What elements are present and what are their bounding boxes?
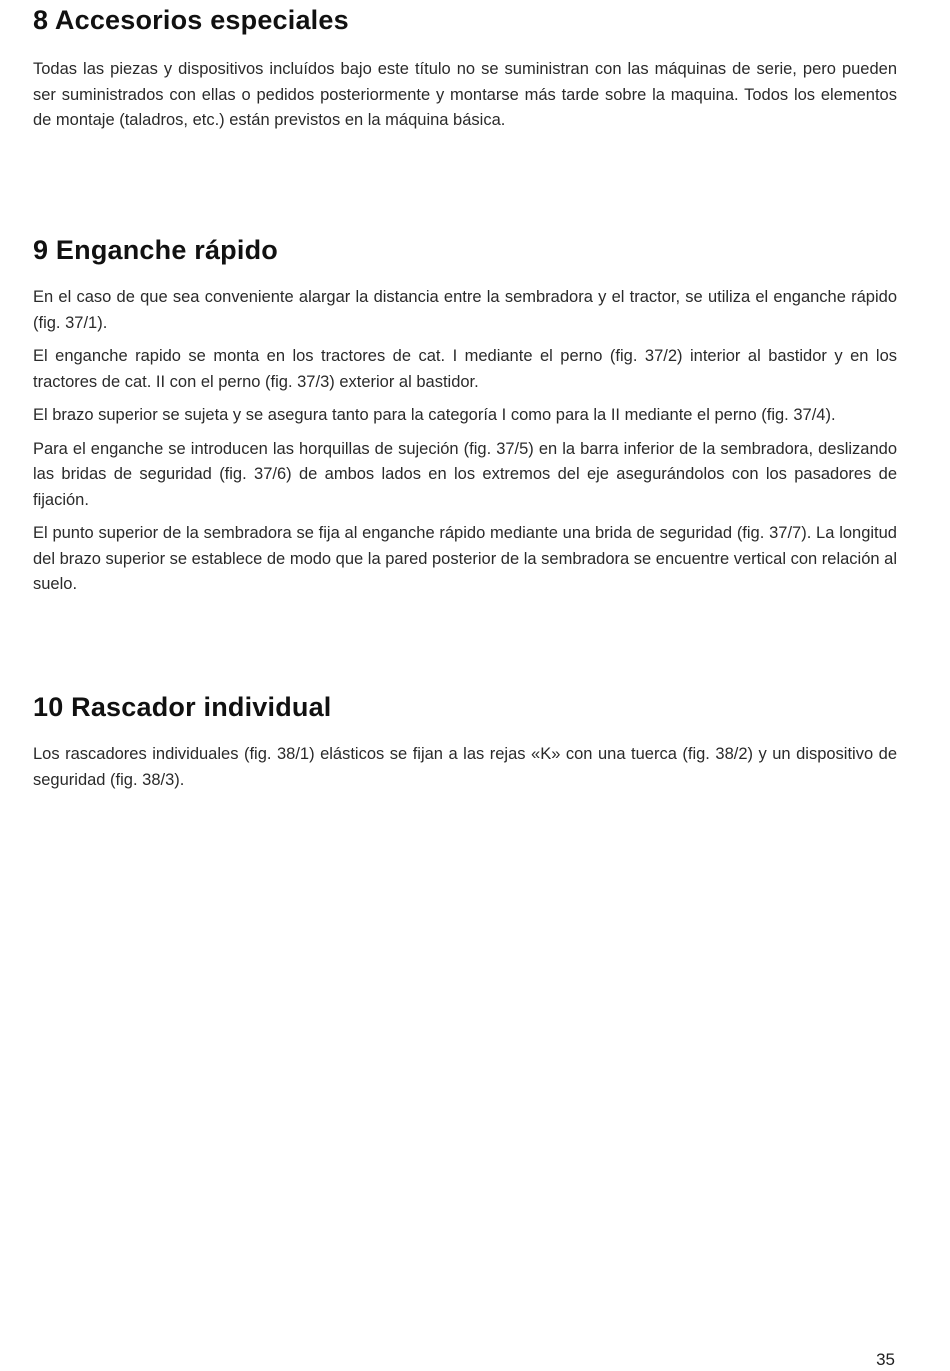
section-heading: 8 Accesorios especiales — [33, 5, 349, 35]
paragraph: Para el enganche se introducen las horquillas de sujeción (fig. 37/5) en la barra inferior de la sembradora, deslizando las bridas de seguridad (fig. 37/6) de ambos lados en los extremos del eje asegurándolos con los pasadores de fijación. — [33, 439, 897, 509]
paragraph: Los rascadores individuales (fig. 38/1) elásticos se fijan a las rejas «K» con una tuerca (fig. 38/2) y un dispositivo de seguridad (fig. 38/3). — [33, 745, 897, 789]
paragraph: En el caso de que sea conveniente alargar la distancia entre la sembradora y el tractor, se utiliza el enganche rápido (fig. 37/1). — [33, 288, 897, 332]
section-enganche-rapido — [33, 234, 897, 598]
paragraph: El punto superior de la sembradora se fija al enganche rápido mediante una brida de seguridad (fig. 37/7). La longitud del brazo superior se establece de modo que la pared posterior de la sembradora se encuentre vertical con relación al suelo. — [33, 524, 898, 593]
section-heading: 9 Enganche rápido — [33, 235, 278, 265]
paragraph: El enganche rapido se monta en los tractores de cat. I mediante el perno (fig. 37/2) interior al bastidor y en los tractores de cat. II con el perno (fig. 37/3) exterior al bastidor. — [33, 347, 897, 391]
section-heading: 10 Rascador individual — [33, 692, 332, 722]
paragraph: El brazo superior se sujeta y se asegura tanto para la categoría I como para la II mediante el perno (fig. 37/4). — [33, 406, 836, 424]
page-number: 35 — [876, 1350, 895, 1369]
section-rascador-individual — [33, 691, 897, 793]
section-accesorios-especiales — [33, 4, 897, 134]
paragraph: Todas las piezas y dispositivos incluídos bajo este título no se suministran con las máquinas de serie, pero pueden ser suministrados con ellas o pedidos posteriormente y montarse más tarde sobre la maquina. Todos los elementos de montaje (taladros, etc.) están previstos en la máquina básica. — [33, 60, 897, 129]
